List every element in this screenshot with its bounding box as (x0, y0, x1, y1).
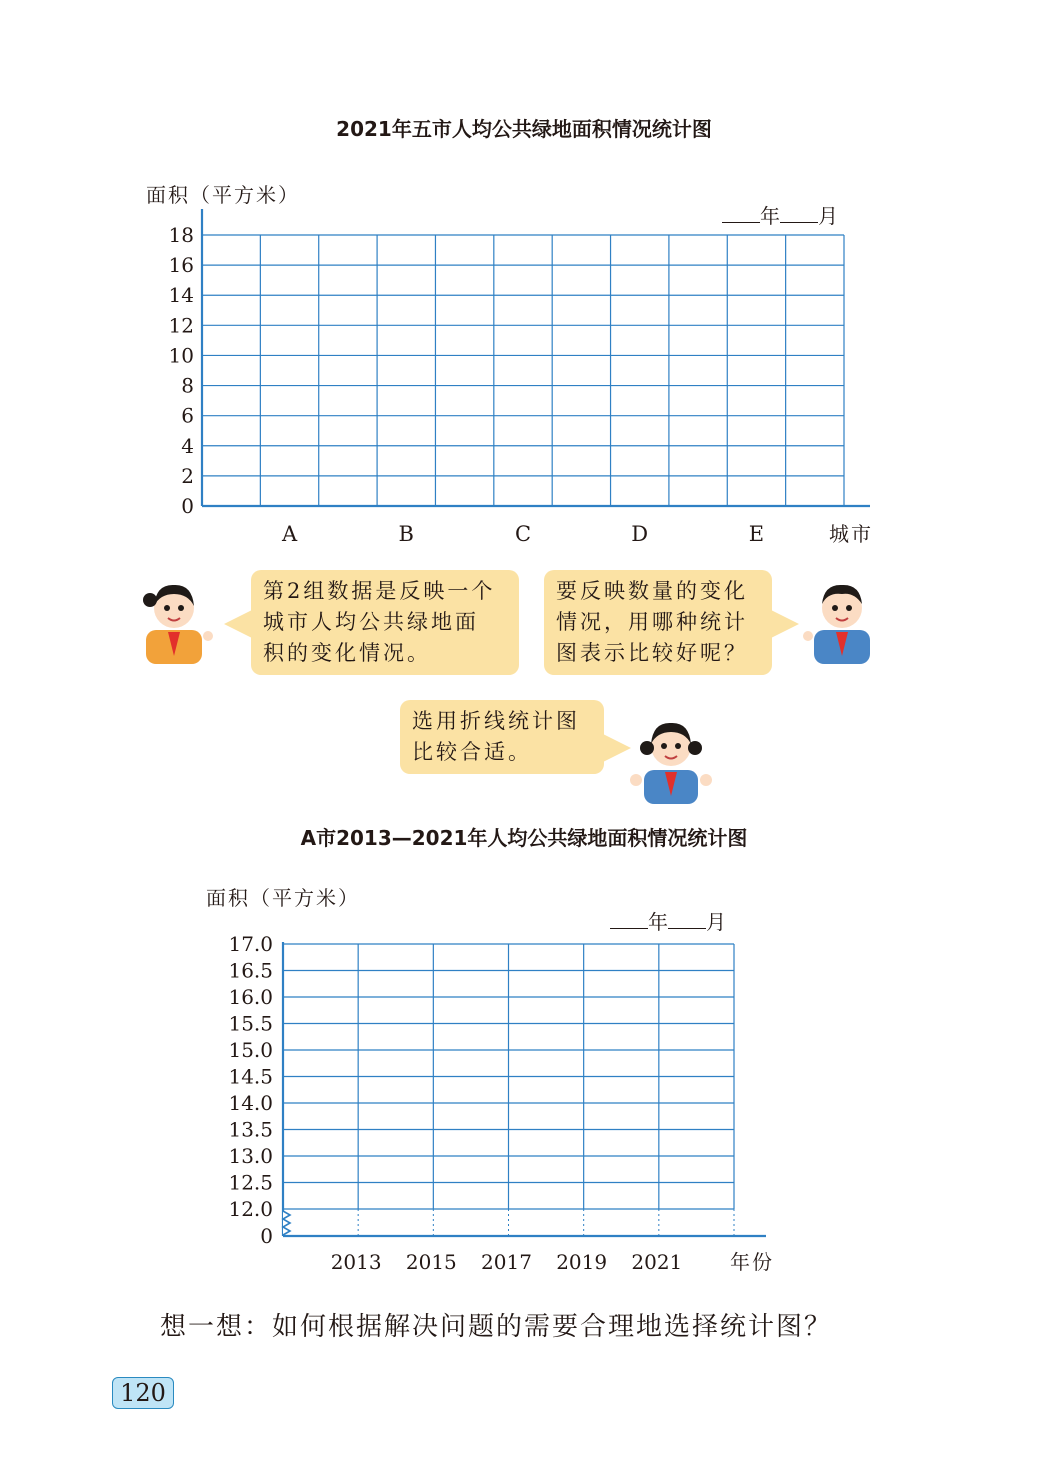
x-category-label: B (398, 522, 414, 546)
chart1-title: 2021年五市人均公共绿地面积情况统计图 (336, 117, 712, 141)
chart1-date-blank: 年 月 (722, 200, 838, 229)
y-tick-label: 17.0 (228, 932, 273, 956)
x-tick-label: 2013 (330, 1250, 382, 1274)
y-tick-label: 16.0 (228, 985, 273, 1009)
y-tick-label: 16.5 (228, 958, 273, 983)
chart2-y-axis-label: 面积（平方米） (206, 886, 360, 910)
y-tick-label: 2 (181, 463, 194, 488)
x-category-label: E (748, 522, 765, 546)
y-tick-label: 0 (260, 1224, 273, 1248)
y-tick-label: 4 (181, 433, 194, 458)
y-tick-label: 12 (168, 313, 194, 338)
y-tick-label: 16 (168, 253, 194, 278)
think-question: 想一想：如何根据解决问题的需要合理地选择统计图？ (160, 1312, 833, 1342)
x-category-label: D (631, 522, 649, 546)
y-tick-label: 8 (181, 373, 194, 398)
x-tick-label: 2021 (631, 1250, 683, 1274)
x-axis-label: 城市 (829, 522, 873, 546)
y-tick-label: 18 (168, 223, 194, 247)
x-category-label: A (281, 522, 298, 546)
chart1-y-axis-label: 面积（平方米） (146, 183, 300, 207)
y-tick-label: 14.5 (228, 1064, 273, 1089)
y-tick-label: 12.5 (228, 1170, 273, 1195)
speech-bubble-left: 第2组数据是反映一个 城市人均公共绿地面 积的变化情况。 (251, 570, 519, 675)
x-axis-label: 年份 (730, 1250, 774, 1274)
speech-bubble-right: 要反映数量的变化 情况，用哪种统计 图表示比较好呢？ (544, 570, 772, 675)
x-tick-label: 2015 (405, 1250, 457, 1274)
y-tick-label: 6 (181, 403, 194, 428)
y-tick-label: 12.0 (228, 1197, 273, 1221)
y-tick-label: 10 (168, 343, 194, 368)
y-tick-label: 13.0 (228, 1144, 273, 1168)
y-tick-label: 15.0 (228, 1038, 273, 1062)
y-tick-label: 15.5 (228, 1011, 273, 1036)
y-tick-label: 13.5 (228, 1117, 273, 1142)
y-tick-label: 0 (181, 494, 194, 518)
x-tick-label: 2017 (481, 1250, 532, 1274)
chart2-title: A市2013—2021年人均公共绿地面积情况统计图 (300, 826, 748, 850)
page-number: 120 (112, 1377, 174, 1409)
axis-break-zigzag (283, 1211, 290, 1235)
chart2-date-blank: 年 月 (610, 906, 726, 935)
speech-bubble-middle: 选用折线统计图 比较合适。 (400, 700, 604, 774)
x-tick-label: 2019 (556, 1250, 608, 1274)
y-tick-label: 14 (168, 283, 194, 308)
x-category-label: C (514, 522, 532, 546)
y-tick-label: 14.0 (228, 1091, 273, 1115)
